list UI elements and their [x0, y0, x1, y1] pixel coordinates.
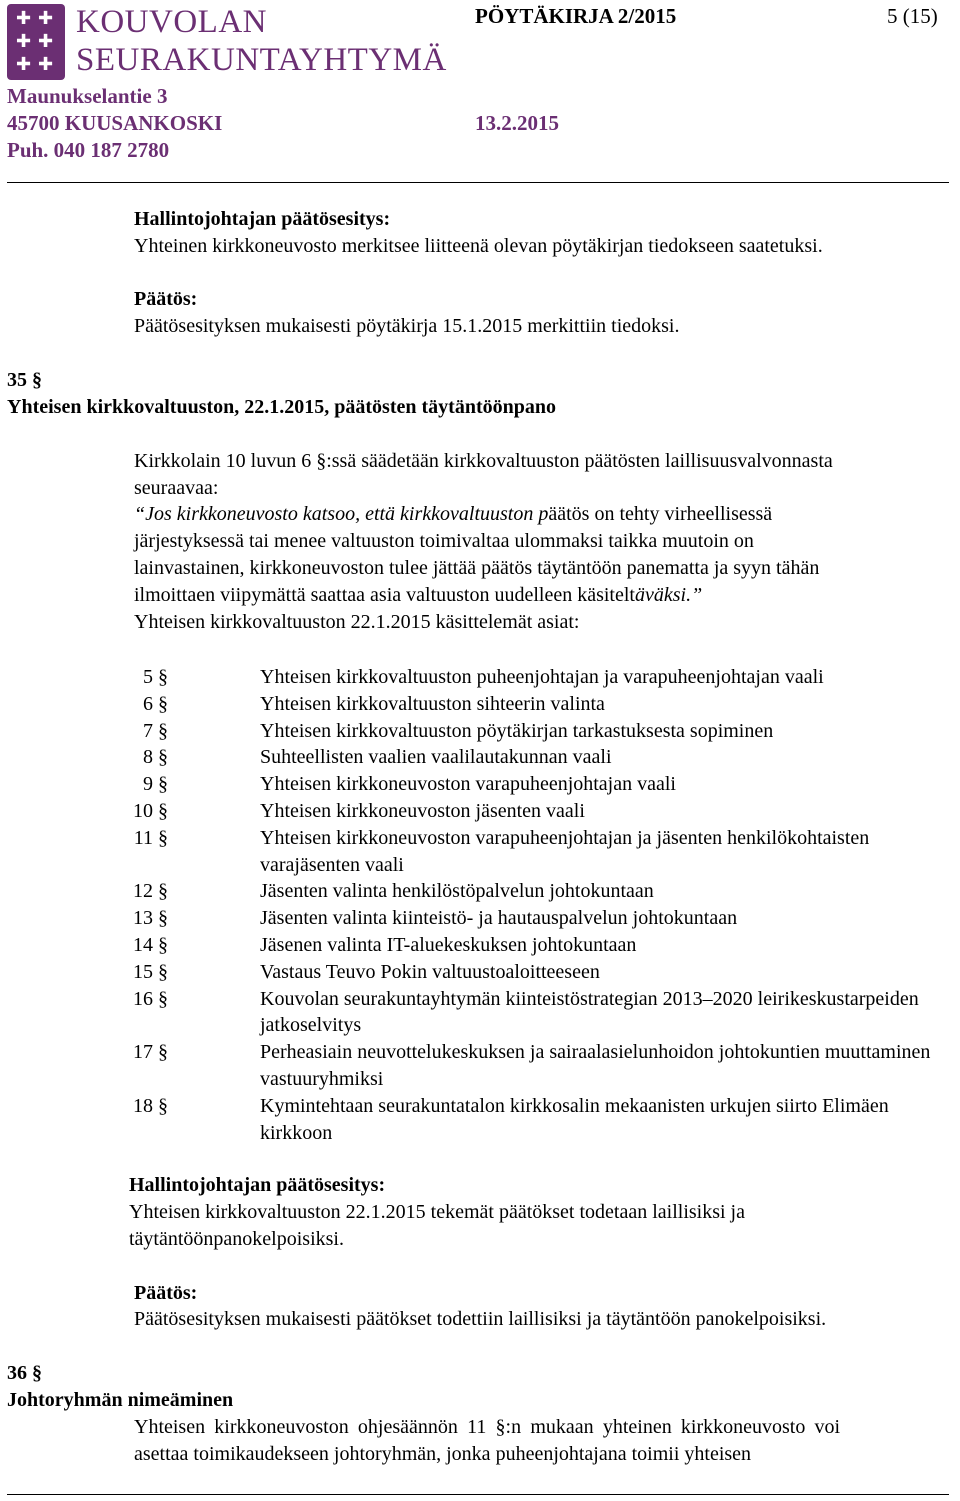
- header-divider: [7, 182, 949, 183]
- section-36-title: Johtoryhmän nimeäminen: [7, 1389, 234, 1411]
- document-date: 13.2.2015: [475, 111, 559, 135]
- proposal-line-2: täytäntöönpanokelpoisiksi.: [129, 1228, 344, 1250]
- quote-line-4-start: ilmoittaen viipymättä saattaa asia valtuuston uudelleen käsitelt: [134, 584, 635, 606]
- quote-italic-start: “Jos kirkkoneuvosto katsoo, että kirkkovaltuuston p: [134, 503, 549, 525]
- page-number: 5 (15): [887, 4, 938, 28]
- agenda-item-number: 14 §: [133, 934, 168, 956]
- agenda-item-text: Yhteisen kirkkoneuvoston varapuheenjohtajan ja jäsenten henkilökohtaisten varajäsenten vaali: [260, 826, 870, 876]
- agenda-item-number: 18 §: [133, 1094, 168, 1117]
- logo-text-line2: SEURAKUNTAYHTYMÄ: [76, 42, 447, 78]
- intro-line-1: Kirkkolain 10 luvun 6 §:ssä säädetään kirkkovaltuuston päätösten laillisuusvalvonnasta: [134, 450, 833, 472]
- agenda-item-number: 13 §: [133, 907, 168, 930]
- intro-line-2: seuraavaa:: [134, 477, 219, 499]
- agenda-item-text: Jäsenten valinta henkilöstöpalvelun johtokuntaan: [260, 880, 654, 903]
- quote-line-2: järjestyksessä tai menee valtuuston toimivaltaa ulommaksi taikka muutoin on: [134, 530, 754, 552]
- proposal-text-prev: Yhteinen kirkkoneuvosto merkitsee liitteenä olevan pöytäkirjan tiedokseen saatetuksi.: [134, 235, 823, 257]
- decision-heading: Päätös:: [134, 1282, 198, 1304]
- quote-line-1-rest: äätös on tehty virheellisessä: [548, 503, 773, 525]
- address-city: 45700 KUUSANKOSKI: [7, 111, 223, 135]
- agenda-item-number: 11 §: [133, 826, 168, 849]
- agenda-item-number: 5 §: [143, 666, 168, 688]
- address-street: Maunukselantie 3: [7, 84, 168, 108]
- decision-heading-prev: Päätös:: [134, 288, 198, 310]
- logo-text-line1: KOUVOLAN: [76, 4, 267, 40]
- quote-line-4: [134, 584, 702, 607]
- quote-line-4-italic: äväksi.”: [634, 584, 703, 606]
- quote-line-3: lainvastainen, kirkkoneuvoston tulee jättää päätös täytäntöön panematta ja syyn tähän: [134, 557, 820, 579]
- agenda-item-text: Jäsenten valinta kiinteistö- ja hautauspalvelun johtokuntaan: [260, 907, 738, 930]
- section-36-number: 36 §: [7, 1362, 42, 1384]
- proposal-heading-prev: Hallintojohtajan päätösesitys:: [134, 208, 391, 230]
- agenda-item-text: Yhteisen kirkkoneuvoston varapuheenjohtajan vaali: [260, 773, 676, 796]
- section-36-line-2: asettaa toimikaudekseen johtoryhmän, jonka puheenjohtajana toimii yhteisen: [134, 1443, 752, 1465]
- agenda-item-text: Kymintehtaan seurakuntatalon kirkkosalin mekaanisten urkujen siirto Elimäen kirkkoon: [260, 1094, 889, 1144]
- agenda-item-text: Perheasiain neuvottelukeskuksen ja sairaalasielunhoidon johtokuntien muuttaminen vastuuryhmiksi: [260, 1041, 931, 1090]
- agenda-item-text: Yhteisen kirkkovaltuuston puheenjohtajan ja varapuheenjohtajan vaali: [260, 666, 824, 688]
- agenda-item-text: Yhteisen kirkkovaltuuston pöytäkirjan tarkastuksesta sopiminen: [260, 719, 774, 742]
- section-35-title: Yhteisen kirkkovaltuuston, 22.1.2015, päätösten täytäntöönpano: [7, 396, 556, 418]
- agenda-item-text: Jäsenen valinta IT-aluekeskuksen johtokuntaan: [260, 934, 637, 956]
- agenda-item-number: 16 §: [133, 987, 168, 1010]
- agenda-item-number: 17 §: [133, 1041, 168, 1064]
- proposal-heading: Hallintojohtajan päätösesitys:: [129, 1174, 386, 1196]
- agenda-item-text: Kouvolan seurakuntayhtymän kiinteistöstrategian 2013–2020 leirikeskustarpeiden jatkoselvitys: [260, 987, 919, 1037]
- agenda-item-number: 7 §: [143, 719, 168, 742]
- agenda-item-number: 12 §: [133, 880, 168, 903]
- section-36-line-1: Yhteisen kirkkoneuvoston ohjesäännön 11 §:n mukaan yhteinen kirkkoneuvosto voi: [134, 1416, 841, 1438]
- proposal-line-1: Yhteisen kirkkovaltuuston 22.1.2015 tekemät päätökset todetaan laillisiksi ja: [129, 1201, 745, 1223]
- section-35-number: 35 §: [7, 369, 42, 391]
- agenda-item-number: 9 §: [143, 773, 168, 796]
- agenda-item-text: Yhteisen kirkkoneuvoston jäsenten vaali: [260, 800, 585, 822]
- agenda-item-number: 6 §: [143, 692, 168, 715]
- agenda-item-number: 15 §: [133, 960, 168, 983]
- logo-emblem: ✚ ✚ ✚ ✚ ✚ ✚: [7, 4, 65, 80]
- footer-divider: [7, 1494, 949, 1495]
- agenda-item-text: Suhteellisten vaalien vaalilautakunnan vaali: [260, 746, 612, 769]
- document-title: PÖYTÄKIRJA 2/2015: [475, 4, 677, 28]
- phone-number: Puh. 040 187 2780: [7, 138, 170, 162]
- decision-text-prev: Päätösesityksen mukaisesti pöytäkirja 15.1.2015 merkittiin tiedoksi.: [134, 315, 680, 337]
- agenda-item-number: 8 §: [143, 746, 168, 769]
- decision-text: Päätösesityksen mukaisesti päätökset todettiin laillisiksi ja täytäntöön panokelpoisiksi.: [134, 1308, 827, 1330]
- quote-line-1: [134, 503, 772, 526]
- topics-line: Yhteisen kirkkovaltuuston 22.1.2015 käsittelemät asiat:: [134, 611, 580, 633]
- agenda-item-number: 10 §: [133, 800, 168, 822]
- agenda-item-text: Yhteisen kirkkovaltuuston sihteerin valinta: [260, 692, 605, 715]
- agenda-item-text: Vastaus Teuvo Pokin valtuustoaloitteeseen: [260, 960, 600, 983]
